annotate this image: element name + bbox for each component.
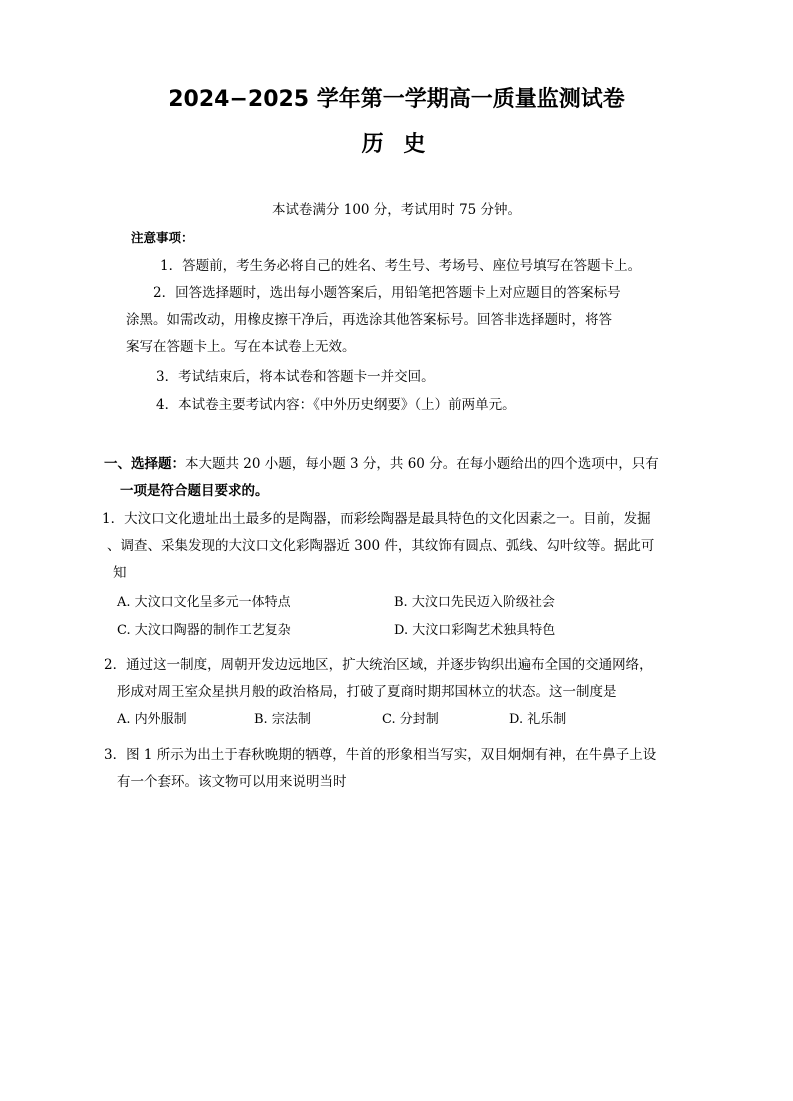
note-item-3: 3．考试结束后，将本试卷和答题卡一并交回。 bbox=[156, 369, 435, 385]
exam-title: 2024−2025 学年第一学期高一质量监测试卷 bbox=[168, 87, 625, 112]
question-2-option-a: A. 内外服制 bbox=[117, 712, 187, 727]
note-item-4: 4．本试卷主要考试内容：《中外历史纲要》（上）前两单元。 bbox=[156, 397, 516, 413]
question-3-line-2: 有一个套环。该文物可以用来说明当时 bbox=[117, 774, 347, 790]
question-2-line-1: 2．通过这一制度，周朝开发边远地区，扩大统治区域，并逐步钩织出遍布全国的交通网络， bbox=[104, 657, 653, 673]
question-2-option-c: C. 分封制 bbox=[382, 712, 439, 727]
question-2-line-2: 形成对周王室众星拱月般的政治格局，打破了夏商时期邦国林立的状态。这一制度是 bbox=[117, 684, 617, 700]
exam-intro: 本试卷满分 100 分，考试用时 75 分钟。 bbox=[271, 202, 522, 218]
notes-heading: 注意事项： bbox=[131, 230, 194, 245]
question-1-line-3: 知 bbox=[113, 565, 127, 581]
section-instructions-line-2: 一项是符合题目要求的。 bbox=[120, 483, 269, 499]
note-item-1: 1．答题前，考生务必将自己的姓名、考生号、考场号、座位号填写在答题卡上。 bbox=[160, 258, 642, 274]
question-1-option-d: D. 大汶口彩陶艺术独具特色 bbox=[394, 623, 556, 638]
question-1-line-2: 、调查、采集发现的大汶口文化彩陶器近 300 件，其纹饰有圆点、弧线、勾叶纹等。据此可 bbox=[107, 538, 655, 554]
note-item-2-line-2: 涂黑。如需改动，用橡皮擦干净后，再选涂其他答案标号。回答非选择题时，将答 bbox=[126, 312, 612, 328]
question-2-option-d: D. 礼乐制 bbox=[509, 712, 567, 727]
question-1-option-b: B. 大汶口先民迈入阶级社会 bbox=[394, 595, 555, 610]
question-3-line-1: 3．图 1 所示为出土于春秋晚期的牺尊，牛首的形象相当写实，双目炯炯有神，在牛鼻子上设 bbox=[104, 747, 657, 763]
question-2-option-b: B. 宗法制 bbox=[254, 712, 311, 727]
question-1-option-a: A. 大汶口文化呈多元一体特点 bbox=[117, 595, 291, 610]
note-item-2-line-3: 案写在答题卡上。写在本试卷上无效。 bbox=[126, 339, 356, 355]
section-instructions: 本大题共 20 小题，每小题 3 分，共 60 分。在每小题给出的四个选项中，只有 bbox=[185, 456, 659, 472]
question-1-line-1: 1．大汶口文化遗址出土最多的是陶器，而彩绘陶器是最具特色的文化因素之一。目前，发掘 bbox=[102, 511, 651, 527]
note-item-2-line-1: 2．回答选择题时，选出每小题答案后，用铅笔把答题卡上对应题目的答案标号 bbox=[153, 285, 621, 301]
question-1-option-c: C. 大汶口陶器的制作工艺复杂 bbox=[117, 623, 291, 638]
subject-title: 历 史 bbox=[361, 132, 432, 157]
section-heading-line bbox=[104, 455, 659, 473]
section-heading: 一、选择题： bbox=[104, 456, 185, 472]
